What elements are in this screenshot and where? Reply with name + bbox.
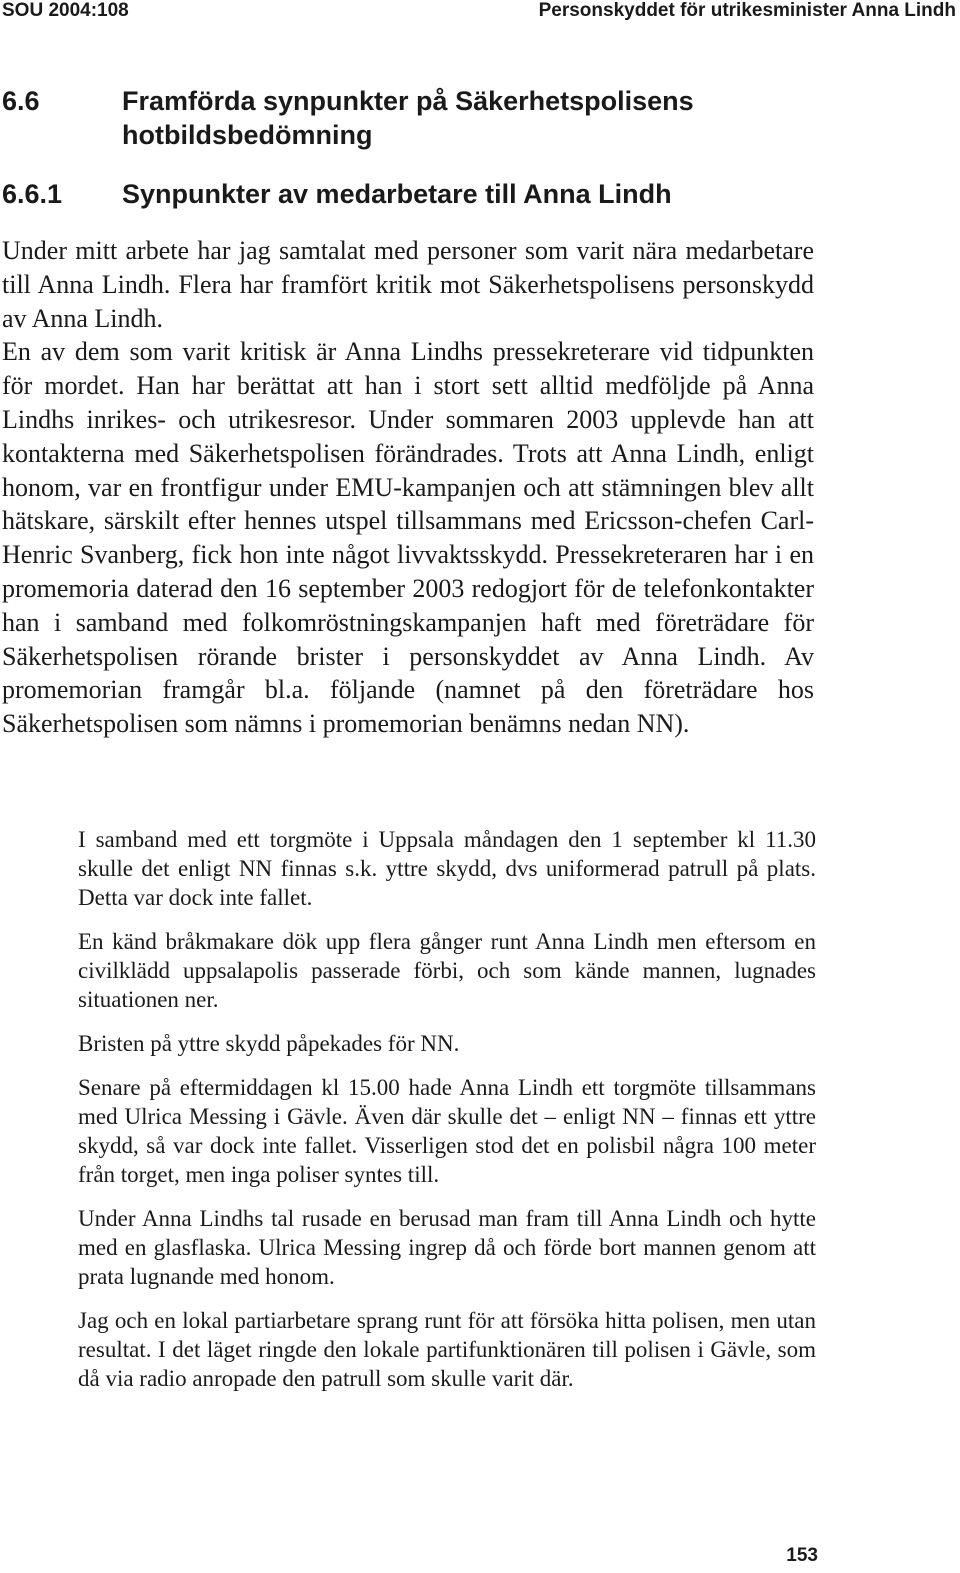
page-number: 153 — [786, 1545, 818, 1566]
quote-paragraph: Under Anna Lindhs tal rusade en berusad man fram till Anna Lindh och hytte med en glasflaska. Ulrica Messing ingrep då och förde bort mannen genom att prata lugnande med honom. — [78, 1206, 816, 1289]
section-title: Framförda synpunkter på Säkerhetspolisens hotbildsbedömning — [122, 86, 694, 150]
subsection-heading — [2, 177, 902, 211]
section-heading — [2, 84, 902, 152]
quote-paragraph: En känd bråkmakare dök upp flera gånger runt Anna Lindh men eftersom en civilklädd uppsalapolis passerade förbi, och som kände mannen, lugnades situationen ner. — [78, 929, 816, 1012]
subsection-number: 6.6.1 — [2, 179, 63, 209]
section-number: 6.6 — [2, 86, 40, 116]
running-header — [0, 0, 956, 30]
paragraph: En av dem som varit kritisk är Anna Lindhs pressekreterare vid tidpunkten för mordet. Han har berättat att han i stort sett alltid medföljde på Anna Lindhs inrikes- och utrikesresor. Under sommaren 2003 upplevde han att kontakterna med Säkerhetspolisen förändrades. Trots att Anna Lindh, enligt honom, var en frontfigur under EMU-kampanjen och att stämningen blev allt hätskare, särskilt efter hennes utspel tillsammans med Ericsson-chefen Carl-Henric Svanberg, fick hon inte något livvaktsskydd. Pressekreteraren har i en promemoria daterad den 16 september 2003 redogjort för de telefonkontakter han i samband med folkomröstningskampanjen haft med företrädare för Säkerhetspolisen rörande brister i personskyddet av Anna Lindh. Av promemorian framgår bl.a. följande (namnet på den företrädare hos Säkerhetspolisen som nämns i promemorian benämns nedan NN). — [2, 337, 814, 739]
report-id: SOU 2004:108 — [2, 0, 129, 21]
quote-paragraph: Jag och en lokal partiarbetare sprang runt för att försöka hitta polisen, men utan resultat. I det läget ringde den lokale partifunktionären till polisen i Gävle, som då via radio anropade den patrull som skulle varit där. — [78, 1308, 816, 1391]
paragraph: Under mitt arbete har jag samtalat med personer som varit nära medarbetare till Anna Lindh. Flera har framfört kritik mot Säkerhetspolisens personskydd av Anna Lindh. — [2, 236, 814, 333]
quote-paragraph: Senare på eftermiddagen kl 15.00 hade Anna Lindh ett torgmöte tillsammans med Ulrica Messing i Gävle. Även där skulle det – enligt NN – finnas ett yttre skydd, så var dock inte fallet. Visserligen stod det en polisbil några 100 meter från torget, men inga poliser syntes till. — [78, 1075, 816, 1187]
quote-paragraph: I samband med ett torgmöte i Uppsala måndagen den 1 september kl 11.30 skulle det enligt NN finnas s.k. yttre skydd, dvs uniformerad patrull på plats. Detta var dock inte fallet. — [78, 827, 816, 910]
body-text — [2, 234, 814, 741]
subsection-title: Synpunkter av medarbetare till Anna Lindh — [122, 179, 672, 209]
quoted-memo — [78, 825, 816, 1408]
report-title: Personskyddet för utrikesminister Anna Lindh — [538, 0, 956, 21]
quote-paragraph: Bristen på yttre skydd påpekades för NN. — [78, 1031, 460, 1056]
